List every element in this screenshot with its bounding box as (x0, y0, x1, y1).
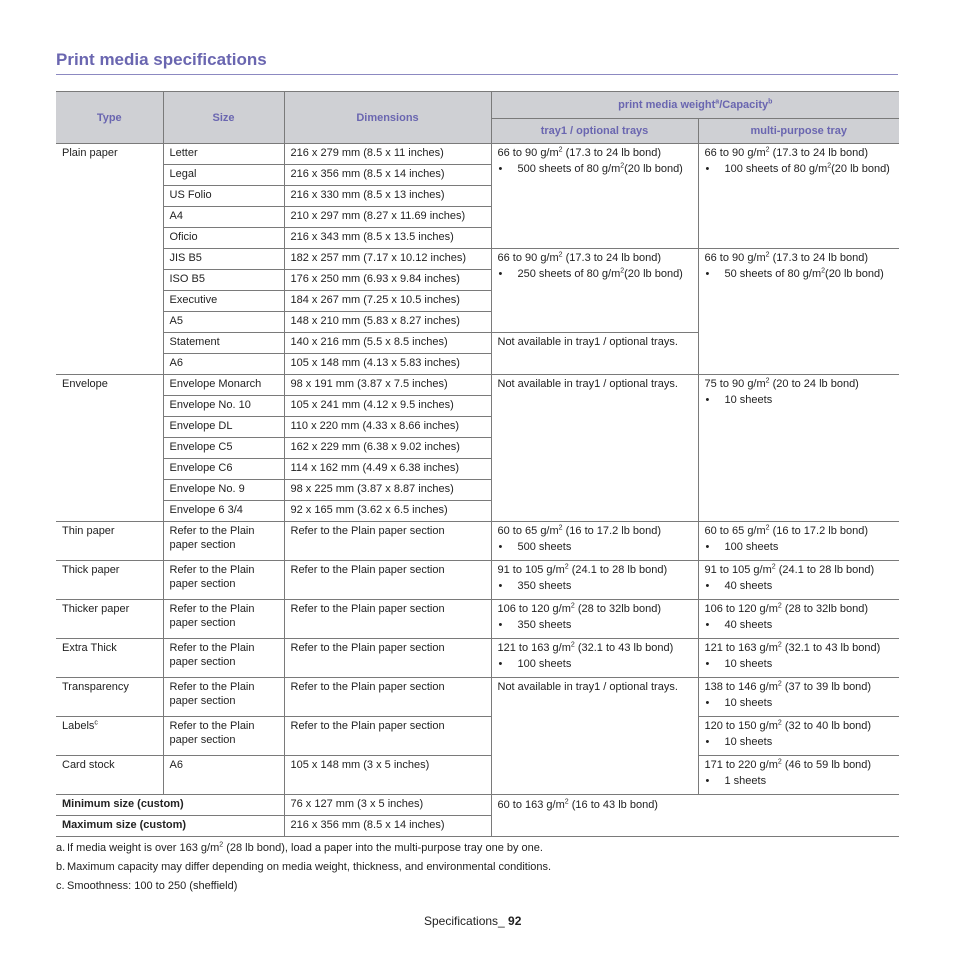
page-footer: Specifications_ 92 (424, 914, 522, 928)
size-cell: A5 (163, 312, 284, 333)
table-row (56, 756, 899, 795)
dimension-cell: Refer to the Plain paper section (284, 600, 491, 639)
size-cell: Refer to the Plain paper section (163, 717, 284, 756)
dimension-cell: 105 x 241 mm (4.12 x 9.5 inches) (284, 396, 491, 417)
table-row (56, 375, 899, 396)
table-row (56, 144, 899, 165)
size-cell: Executive (163, 291, 284, 312)
size-cell: Oficio (163, 228, 284, 249)
tray1-capacity-cell: 106 to 120 $g/m^2$ (28 to 32lb bond) • 350 sheets (491, 600, 698, 639)
size-cell: Legal (163, 165, 284, 186)
header-weight-capacity: print media weight$^a$/Capacity$^b$ (491, 92, 899, 119)
size-cell: A4 (163, 207, 284, 228)
custom-weight-cell: 60 to 163 $g/m^2$ (16 to 43 lb bond) (491, 795, 899, 837)
tray1-capacity-cell: Not available in tray1 / optional trays. (491, 678, 698, 795)
min-size-label: Minimum size (custom) (56, 795, 284, 816)
dimension-cell: 140 x 216 mm (5.5 x 8.5 inches) (284, 333, 491, 354)
footnote-a: a. If media weight is over 163 $g/m^2$ (28 lb bond), load a paper into the multi-purpose tray one by one. (56, 841, 543, 854)
table-row (56, 600, 899, 639)
tray1-capacity-cell: Not available in tray1 / optional trays. (491, 333, 698, 375)
type-cell: Extra Thick (56, 639, 163, 678)
type-cell: Envelope (56, 375, 163, 522)
header-type: Type (56, 92, 163, 144)
type-cell: Thick paper (56, 561, 163, 600)
size-cell: JIS B5 (163, 249, 284, 270)
dimension-cell: 105 x 148 mm (3 x 5 inches) (284, 756, 491, 795)
dimension-cell: 110 x 220 mm (4.33 x 8.66 inches) (284, 417, 491, 438)
size-cell: Refer to the Plain paper section (163, 561, 284, 600)
dimension-cell: 182 x 257 mm (7.17 x 10.12 inches) (284, 249, 491, 270)
mp-capacity-cell: 138 to 146 $g/m^2$ (37 to 39 lb bond) • 10 sheets (698, 678, 899, 717)
dimension-cell: 92 x 165 mm (3.62 x 6.5 inches) (284, 501, 491, 522)
header-dimensions: Dimensions (284, 92, 491, 144)
header-size: Size (163, 92, 284, 144)
mp-capacity-cell: 106 to 120 $g/m^2$ (28 to 32lb bond) • 40 sheets (698, 600, 899, 639)
size-cell: US Folio (163, 186, 284, 207)
table-row (56, 249, 899, 270)
size-cell: Refer to the Plain paper section (163, 522, 284, 561)
title-rule (56, 74, 898, 75)
tray1-capacity-cell: 91 to 105 $g/m^2$ (24.1 to 28 lb bond) • 350 sheets (491, 561, 698, 600)
tray1-capacity-cell: 60 to 65 $g/m^2$ (16 to 17.2 lb bond) • 500 sheets (491, 522, 698, 561)
size-cell: Envelope No. 9 (163, 480, 284, 501)
media-spec-table (56, 91, 899, 837)
mp-capacity-cell: 120 to 150 $g/m^2$ (32 to 40 lb bond) • 10 sheets (698, 717, 899, 756)
max-size-label: Maximum size (custom) (56, 816, 284, 837)
size-cell: Statement (163, 333, 284, 354)
mp-capacity-cell: 91 to 105 $g/m^2$ (24.1 to 28 lb bond) • 40 sheets (698, 561, 899, 600)
type-cell: Thicker paper (56, 600, 163, 639)
table-row (56, 795, 899, 816)
header-mp-tray: multi-purpose tray (698, 119, 899, 144)
mp-capacity-cell: 60 to 65 $g/m^2$ (16 to 17.2 lb bond) • 100 sheets (698, 522, 899, 561)
tray1-capacity-cell: 66 to 90 $g/m^2$ (17.3 to 24 lb bond) • 250 sheets of 80 $g/m^2(20$ lb bond) (491, 249, 698, 333)
size-cell: A6 (163, 756, 284, 795)
dimension-cell: 76 x 127 mm (3 x 5 inches) (284, 795, 491, 816)
size-cell: Refer to the Plain paper section (163, 678, 284, 717)
mp-capacity-cell: 66 to 90 $g/m^2$ (17.3 to 24 lb bond) • 50 sheets of 80 $g/m^2(20$ lb bond) (698, 249, 899, 375)
dimension-cell: 105 x 148 mm (4.13 x 5.83 inches) (284, 354, 491, 375)
dimension-cell: 184 x 267 mm (7.25 x 10.5 inches) (284, 291, 491, 312)
footnote-b: b. Maximum capacity may differ depending on media weight, thickness, and environmental conditions. (56, 861, 552, 873)
type-cell: Card stock (56, 756, 163, 795)
mp-capacity-cell: 121 to 163 $g/m^2$ (32.1 to 43 lb bond) • 10 sheets (698, 639, 899, 678)
dimension-cell: 162 x 229 mm (6.38 x 9.02 inches) (284, 438, 491, 459)
mp-capacity-cell: 66 to 90 $g/m^2$ (17.3 to 24 lb bond) • 100 sheets of 80 $g/m^2(20$ lb bond) (698, 144, 899, 249)
dimension-cell: 216 x 330 mm (8.5 x 13 inches) (284, 186, 491, 207)
dimension-cell: Refer to the Plain paper section (284, 561, 491, 600)
dimension-cell: Refer to the Plain paper section (284, 639, 491, 678)
tray1-capacity-cell: 66 to 90 $g/m^2$ (17.3 to 24 lb bond) • 500 sheets of 80 $g/m^2(20$ lb bond) (491, 144, 698, 249)
dimension-cell: 216 x 279 mm (8.5 x 11 inches) (284, 144, 491, 165)
mp-capacity-cell: 75 to 90 $g/m^2$ (20 to 24 lb bond) • 10 sheets (698, 375, 899, 522)
size-cell: Envelope No. 10 (163, 396, 284, 417)
size-cell: Envelope DL (163, 417, 284, 438)
table-row (56, 678, 899, 717)
dimension-cell: 98 x 225 mm (3.87 x 8.87 inches) (284, 480, 491, 501)
size-cell: Envelope C5 (163, 438, 284, 459)
dimension-cell: 148 x 210 mm (5.83 x 8.27 inches) (284, 312, 491, 333)
mp-capacity-cell: 171 to 220 $g/m^2$ (46 to 59 lb bond) • 1 sheets (698, 756, 899, 795)
dimension-cell: Refer to the Plain paper section (284, 678, 491, 717)
size-cell: Refer to the Plain paper section (163, 600, 284, 639)
size-cell: A6 (163, 354, 284, 375)
size-cell: Envelope Monarch (163, 375, 284, 396)
dimension-cell: 210 x 297 mm (8.27 x 11.69 inches) (284, 207, 491, 228)
table-row (56, 639, 899, 678)
type-cell: Labels$^c$ (56, 717, 163, 756)
dimension-cell: 176 x 250 mm (6.93 x 9.84 inches) (284, 270, 491, 291)
type-cell: Plain paper (56, 144, 163, 375)
header-tray1: tray1 / optional trays (491, 119, 698, 144)
type-cell: Thin paper (56, 522, 163, 561)
tray1-capacity-cell: Not available in tray1 / optional trays. (491, 375, 698, 522)
size-cell: Envelope C6 (163, 459, 284, 480)
tray1-capacity-cell: 121 to 163 $g/m^2$ (32.1 to 43 lb bond) • 100 sheets (491, 639, 698, 678)
size-cell: Letter (163, 144, 284, 165)
size-cell: Envelope 6 3/4 (163, 501, 284, 522)
footnotes (56, 842, 551, 899)
table-row (56, 522, 899, 561)
page-number: 92 (508, 914, 522, 928)
footnote-c: c. Smoothness: 100 to 250 (sheffield) (56, 880, 238, 892)
dimension-cell: 114 x 162 mm (4.49 x 6.38 inches) (284, 459, 491, 480)
size-cell: Refer to the Plain paper section (163, 639, 284, 678)
table-row (56, 717, 899, 756)
dimension-cell: Refer to the Plain paper section (284, 717, 491, 756)
dimension-cell: 216 x 343 mm (8.5 x 13.5 inches) (284, 228, 491, 249)
page-title: Print media specifications (56, 50, 267, 69)
size-cell: ISO B5 (163, 270, 284, 291)
type-cell: Transparency (56, 678, 163, 717)
dimension-cell: 98 x 191 mm (3.87 x 7.5 inches) (284, 375, 491, 396)
dimension-cell: 216 x 356 mm (8.5 x 14 inches) (284, 816, 491, 837)
dimension-cell: Refer to the Plain paper section (284, 522, 491, 561)
table-row (56, 561, 899, 600)
dimension-cell: 216 x 356 mm (8.5 x 14 inches) (284, 165, 491, 186)
